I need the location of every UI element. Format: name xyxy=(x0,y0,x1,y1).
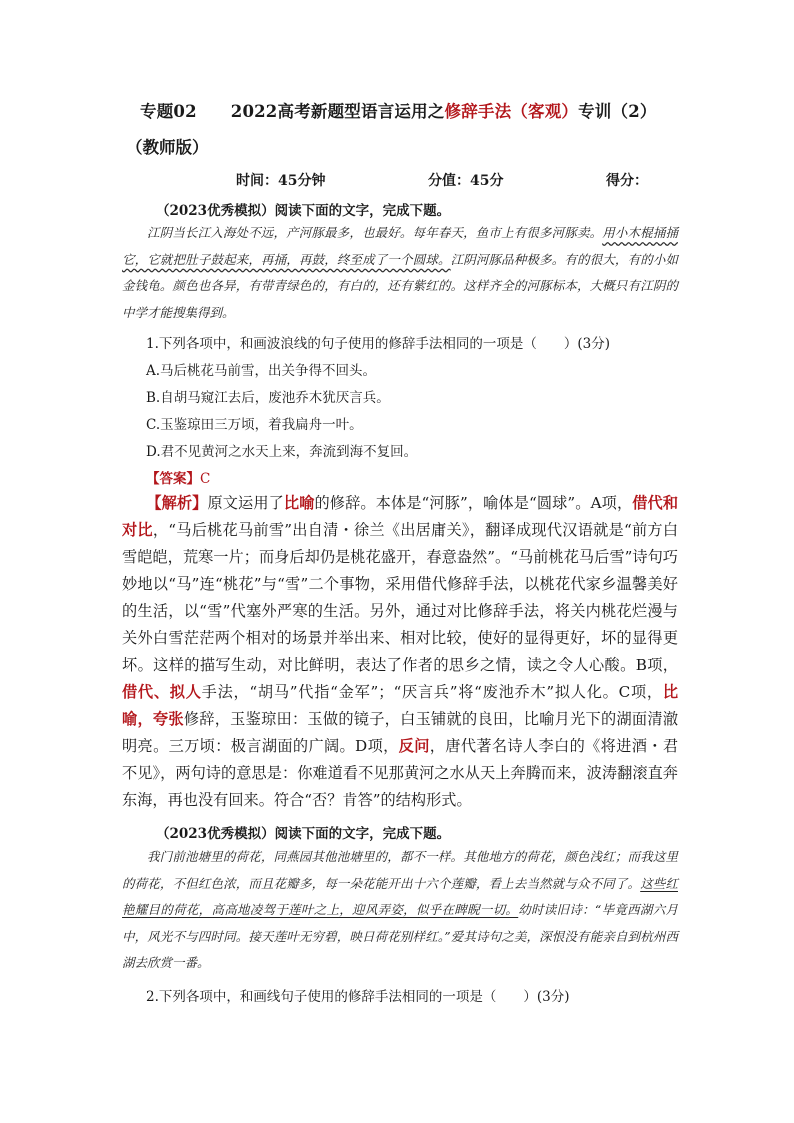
section1-passage xyxy=(122,220,678,326)
question-1-analysis xyxy=(122,490,678,814)
time-info: 时间：45分钟 xyxy=(236,173,326,189)
analysis-text-1: 原文运用了 xyxy=(207,494,284,512)
analysis-text-4: 手法，“胡马”代指“金军”；“厌言兵”将“废池乔木”拟人化。C项， xyxy=(201,683,663,701)
question-1-option-c: C.玉鉴琼田三万顷，着我扁舟一叶。 xyxy=(146,417,363,433)
analysis-keyword-5: 反问 xyxy=(398,737,430,755)
title-suffix: 专训（2） xyxy=(578,102,657,121)
section1-passage-a: 江阴当长江入海处不远，产河豚最多，也最好。每年春天，鱼市上有很多河豚卖。 xyxy=(147,225,603,240)
question-2: 2.下列各项中，和画线句子使用的修辞手法相同的一项是（ ）(3分) xyxy=(146,989,570,1005)
section2-passage-c: 幼时读旧诗：“毕竟西湖六月中，风光不与四时同。接天莲叶无穷碧，映日荷花别样红。”爱其诗句之美，深恨没有能亲自到杭州西湖去欣赏一番。 xyxy=(122,902,678,970)
title-prefix: 专题02 xyxy=(140,102,197,121)
section1-wavy-sentence: 用小木棍捅捅它，它就把肚子鼓起来，再捅，再鼓，终至成了一个圆球。 xyxy=(122,225,678,267)
question-1-option-a: A.马后桃花马前雪，出关争得不回头。 xyxy=(146,363,377,379)
section2-underlined-sentence: 这些红艳耀目的荷花，高高地凌驾于莲叶之上，迎风弄姿，似乎在睥睨一切。 xyxy=(122,875,678,917)
analysis-keyword-3: 借代、拟人 xyxy=(122,683,202,701)
title-main: 2022高考新题型语言运用之 xyxy=(230,102,445,121)
question-1-option-b: B.自胡马窥江去后，废池乔木犹厌言兵。 xyxy=(146,390,390,406)
analysis-keyword-4: 比喻，夸张 xyxy=(122,683,678,728)
section2-source: （2023优秀模拟）阅读下面的文字，完成下题。 xyxy=(156,826,451,842)
analysis-tag: 【解析】 xyxy=(146,494,208,512)
analysis-keyword-1: 比喻 xyxy=(283,494,315,512)
page-subtitle: （教师版） xyxy=(126,138,209,157)
section1-passage-c: 江阴河豚品种极多。有的很大，有的小如金钱龟。颜色也各异，有带青绿色的，有白的，还有紫红的。这样齐全的河豚标本，大概只有江阴的中学才能搜集得到。 xyxy=(122,251,678,320)
analysis-text-5: 修辞，玉鉴琼田：玉做的镜子，白玉铺就的良田，比喻月光下的湖面清澈明亮。三万顷：极言湖面的广阔。D项， xyxy=(122,710,679,755)
title-highlight: 修辞手法（客观） xyxy=(444,102,579,121)
question-1: 1.下列各项中，和画波浪线的句子使用的修辞手法相同的一项是（ ）(3分) xyxy=(146,336,611,352)
score-info: 分值：45分 xyxy=(428,173,504,189)
section2-passage-a: 我门前池塘里的荷花，同燕园其他池塘里的，都不一样。其他地方的荷花，颜色浅红；而我这里的荷花，不但红色浓，而且花瓣多，每一朵花能开出十六个莲瓣，看上去当然就与众不同了。 xyxy=(122,849,678,891)
got-info: 得分： xyxy=(606,173,648,189)
analysis-text-6: ，唐代著名诗人李白的《将进酒・君不见》，两句诗的意思是：你难道看不见那黄河之水从天上奔腾而来，波涛翻滚直奔东海，再也没有回来。符合“否？肯答”的结构形式。 xyxy=(122,737,679,809)
analysis-keyword-2: 借代和对比 xyxy=(122,494,679,539)
section2-passage xyxy=(122,844,678,977)
answer-value: C xyxy=(200,471,211,487)
section1-source: （2023优秀模拟）阅读下面的文字，完成下题。 xyxy=(156,203,451,219)
question-1-answer xyxy=(146,467,210,487)
page-title xyxy=(140,98,740,122)
question-1-option-d: D.君不见黄河之水天上来，奔流到海不复回。 xyxy=(146,444,418,460)
analysis-text-3: ，“马后桃花马前雪”出自清・徐兰《出居庸关》，翻译成现代汉语就是“前方白雪皑皑，荒寒一片；而身后却仍是桃花盛开，春意盎然”。“马前桃花马后雪”诗句巧妙地以“马”连“桃花”与“雪”二个事物，采用借代修辞手法，以桃花代家乡温馨美好的生活，以“雪”代塞外严寒的生活。另外，通过对比修辞手法，将关内桃花烂漫与关外白雪茫茫两个相对的场景并举出来、相对比较，使好的显得更好，坏的显得更坏。这样的描写生动，对比鲜明，表达了作者的思乡之情，读之令人心酸。B项， xyxy=(122,521,679,674)
answer-label: 【答案】 xyxy=(146,471,200,487)
analysis-text-2: 的修辞。本体是“河豚”，喻体是“圆球”。A项， xyxy=(314,494,633,512)
